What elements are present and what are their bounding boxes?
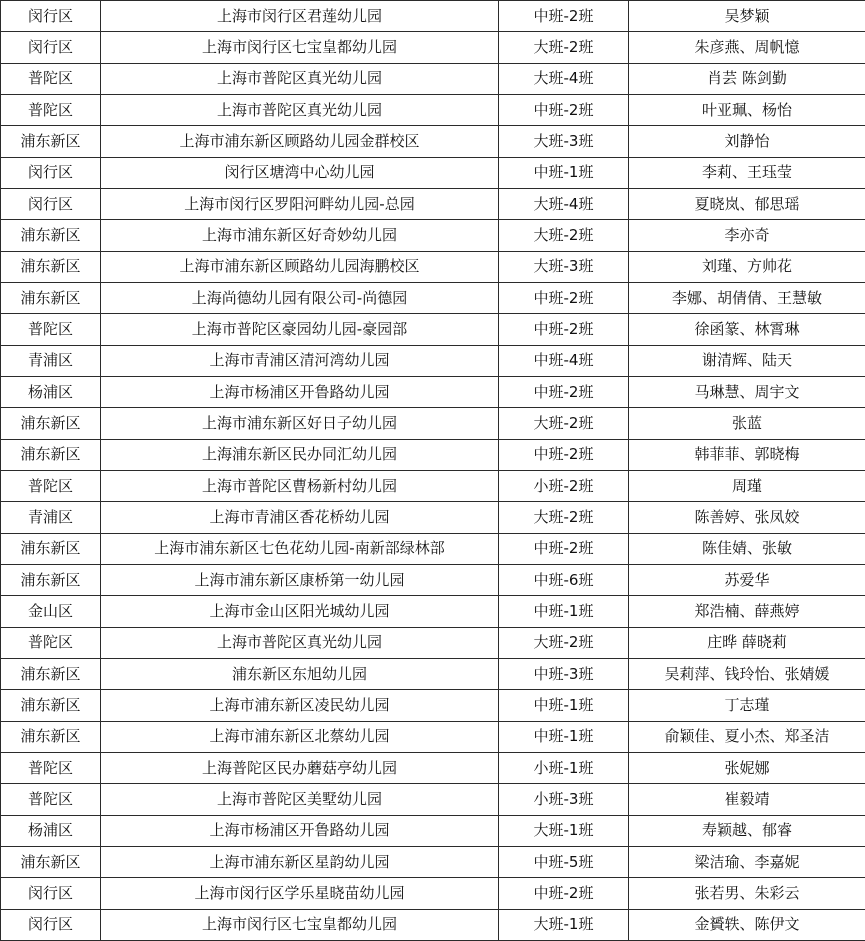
kindergarten-cell: 上海市闵行区罗阳河畔幼儿园-总园 — [101, 188, 499, 219]
teachers-cell: 俞颖佳、夏小杰、郑圣洁 — [629, 721, 865, 752]
district-cell: 普陀区 — [1, 627, 101, 658]
class-cell: 中班-2班 — [499, 439, 629, 470]
kindergarten-cell: 上海市浦东新区顾路幼儿园海鹏校区 — [101, 251, 499, 282]
teachers-cell: 徐函篆、林霄琳 — [629, 314, 865, 345]
class-cell: 中班-2班 — [499, 94, 629, 125]
district-cell: 闵行区 — [1, 157, 101, 188]
district-cell: 浦东新区 — [1, 533, 101, 564]
table-row — [1, 376, 865, 407]
class-cell: 中班-5班 — [499, 846, 629, 877]
kindergarten-cell: 浦东新区东旭幼儿园 — [101, 658, 499, 689]
class-cell: 大班-1班 — [499, 815, 629, 846]
district-cell: 杨浦区 — [1, 815, 101, 846]
kindergarten-cell: 上海市普陀区美墅幼儿园 — [101, 784, 499, 815]
teachers-cell: 谢清辉、陆天 — [629, 345, 865, 376]
class-cell: 大班-4班 — [499, 188, 629, 219]
kindergarten-cell: 上海市浦东新区星韵幼儿园 — [101, 846, 499, 877]
class-cell: 大班-3班 — [499, 251, 629, 282]
district-cell: 浦东新区 — [1, 220, 101, 251]
table-row — [1, 282, 865, 313]
table-row — [1, 345, 865, 376]
kindergarten-cell: 上海市浦东新区北蔡幼儿园 — [101, 721, 499, 752]
teachers-cell: 金贇轶、陈伊文 — [629, 909, 865, 940]
district-cell: 闵行区 — [1, 32, 101, 63]
teachers-cell: 韩菲菲、郭晓梅 — [629, 439, 865, 470]
class-cell: 中班-1班 — [499, 690, 629, 721]
district-cell: 闵行区 — [1, 878, 101, 909]
class-cell: 中班-2班 — [499, 282, 629, 313]
class-cell: 大班-1班 — [499, 909, 629, 940]
teachers-cell: 张妮娜 — [629, 752, 865, 783]
district-cell: 浦东新区 — [1, 251, 101, 282]
district-cell: 杨浦区 — [1, 376, 101, 407]
class-cell: 大班-2班 — [499, 220, 629, 251]
kindergarten-cell: 上海市闵行区君莲幼儿园 — [101, 1, 499, 32]
teachers-cell: 崔毅靖 — [629, 784, 865, 815]
teachers-cell: 梁洁瑜、李嘉妮 — [629, 846, 865, 877]
table-row — [1, 564, 865, 595]
kindergarten-cell: 上海市浦东新区七色花幼儿园-南新部绿林部 — [101, 533, 499, 564]
district-cell: 浦东新区 — [1, 282, 101, 313]
kindergarten-cell: 上海市普陀区真光幼儿园 — [101, 627, 499, 658]
class-cell: 小班-3班 — [499, 784, 629, 815]
class-cell: 中班-6班 — [499, 564, 629, 595]
table-row — [1, 32, 865, 63]
class-cell: 小班-1班 — [499, 752, 629, 783]
teachers-cell: 张若男、朱彩云 — [629, 878, 865, 909]
class-cell: 中班-1班 — [499, 157, 629, 188]
class-cell: 中班-2班 — [499, 376, 629, 407]
class-cell: 中班-1班 — [499, 596, 629, 627]
class-cell: 大班-2班 — [499, 627, 629, 658]
class-cell: 大班-2班 — [499, 502, 629, 533]
teachers-cell: 马琳慧、周宇文 — [629, 376, 865, 407]
district-cell: 普陀区 — [1, 63, 101, 94]
teachers-cell: 陈佳婧、张敏 — [629, 533, 865, 564]
district-cell: 闵行区 — [1, 1, 101, 32]
kindergarten-cell: 上海市闵行区七宝皇都幼儿园 — [101, 32, 499, 63]
kindergarten-cell: 上海市青浦区香花桥幼儿园 — [101, 502, 499, 533]
table-row — [1, 251, 865, 282]
kindergarten-cell: 上海市闵行区七宝皇都幼儿园 — [101, 909, 499, 940]
teachers-cell: 刘静怡 — [629, 126, 865, 157]
teachers-cell: 刘瑾、方帅花 — [629, 251, 865, 282]
kindergarten-cell: 上海浦东新区民办同汇幼儿园 — [101, 439, 499, 470]
kindergarten-cell: 上海尚德幼儿园有限公司-尚德园 — [101, 282, 499, 313]
district-cell: 浦东新区 — [1, 439, 101, 470]
table-row — [1, 658, 865, 689]
table-body — [1, 1, 865, 941]
kindergarten-cell: 上海市浦东新区凌民幼儿园 — [101, 690, 499, 721]
kindergarten-cell: 闵行区塘湾中心幼儿园 — [101, 157, 499, 188]
teachers-cell: 丁志瑾 — [629, 690, 865, 721]
district-cell: 浦东新区 — [1, 658, 101, 689]
kindergarten-cell: 上海市杨浦区开鲁路幼儿园 — [101, 376, 499, 407]
table-row — [1, 220, 865, 251]
table-row — [1, 627, 865, 658]
district-cell: 普陀区 — [1, 784, 101, 815]
teachers-cell: 吴莉萍、钱玲怡、张婧媛 — [629, 658, 865, 689]
table-row — [1, 784, 865, 815]
kindergarten-cell: 上海市青浦区清河湾幼儿园 — [101, 345, 499, 376]
class-cell: 中班-2班 — [499, 878, 629, 909]
district-cell: 浦东新区 — [1, 408, 101, 439]
kindergarten-cell: 上海普陀区民办蘑菇亭幼儿园 — [101, 752, 499, 783]
kindergarten-cell: 上海市浦东新区好奇妙幼儿园 — [101, 220, 499, 251]
table-row — [1, 752, 865, 783]
class-cell: 中班-2班 — [499, 1, 629, 32]
teachers-cell: 夏晓岚、郁思瑶 — [629, 188, 865, 219]
class-cell: 中班-4班 — [499, 345, 629, 376]
class-cell: 大班-3班 — [499, 126, 629, 157]
table-row — [1, 878, 865, 909]
teachers-cell: 李莉、王珏莹 — [629, 157, 865, 188]
kindergarten-cell: 上海市普陀区曹杨新村幼儿园 — [101, 470, 499, 501]
class-cell: 大班-2班 — [499, 32, 629, 63]
table-row — [1, 408, 865, 439]
table-row — [1, 846, 865, 877]
kindergarten-cell: 上海市普陀区真光幼儿园 — [101, 94, 499, 125]
district-cell: 金山区 — [1, 596, 101, 627]
teachers-cell: 吴梦颖 — [629, 1, 865, 32]
class-cell: 中班-1班 — [499, 721, 629, 752]
table-row — [1, 1, 865, 32]
district-cell: 普陀区 — [1, 94, 101, 125]
table-row — [1, 690, 865, 721]
table-row — [1, 533, 865, 564]
kindergarten-cell: 上海市浦东新区康桥第一幼儿园 — [101, 564, 499, 595]
class-cell: 小班-2班 — [499, 470, 629, 501]
class-cell: 大班-4班 — [499, 63, 629, 94]
district-cell: 浦东新区 — [1, 126, 101, 157]
table-row — [1, 188, 865, 219]
teachers-cell: 朱彦燕、周帆憶 — [629, 32, 865, 63]
teachers-cell: 周瑾 — [629, 470, 865, 501]
class-cell: 大班-2班 — [499, 408, 629, 439]
district-cell: 浦东新区 — [1, 721, 101, 752]
teachers-cell: 苏爱华 — [629, 564, 865, 595]
teachers-cell: 叶亚珮、杨怡 — [629, 94, 865, 125]
class-cell: 中班-2班 — [499, 533, 629, 564]
teachers-cell: 陈善婷、张凤姣 — [629, 502, 865, 533]
table-row — [1, 94, 865, 125]
table-row — [1, 470, 865, 501]
district-cell: 闵行区 — [1, 909, 101, 940]
kindergarten-cell: 上海市浦东新区顾路幼儿园金群校区 — [101, 126, 499, 157]
teachers-cell: 庄晔 薛晓莉 — [629, 627, 865, 658]
district-cell: 青浦区 — [1, 502, 101, 533]
table-row — [1, 63, 865, 94]
district-cell: 青浦区 — [1, 345, 101, 376]
table-row — [1, 439, 865, 470]
table-row — [1, 596, 865, 627]
kindergarten-cell: 上海市闵行区学乐星晓苗幼儿园 — [101, 878, 499, 909]
class-cell: 中班-3班 — [499, 658, 629, 689]
table-row — [1, 815, 865, 846]
teachers-cell: 张蓝 — [629, 408, 865, 439]
table-row — [1, 721, 865, 752]
district-cell: 普陀区 — [1, 470, 101, 501]
class-cell: 中班-2班 — [499, 314, 629, 345]
district-cell: 闵行区 — [1, 188, 101, 219]
table-row — [1, 126, 865, 157]
teachers-cell: 郑浩楠、薛燕婷 — [629, 596, 865, 627]
district-cell: 普陀区 — [1, 752, 101, 783]
table-row — [1, 502, 865, 533]
district-cell: 浦东新区 — [1, 564, 101, 595]
kindergarten-cell: 上海市金山区阳光城幼儿园 — [101, 596, 499, 627]
district-cell: 普陀区 — [1, 314, 101, 345]
kindergarten-cell: 上海市普陀区豪园幼儿园-豪园部 — [101, 314, 499, 345]
kindergarten-cell: 上海市普陀区真光幼儿园 — [101, 63, 499, 94]
district-cell: 浦东新区 — [1, 846, 101, 877]
kindergarten-cell: 上海市浦东新区好日子幼儿园 — [101, 408, 499, 439]
teachers-cell: 寿颖越、郁睿 — [629, 815, 865, 846]
kindergarten-cell: 上海市杨浦区开鲁路幼儿园 — [101, 815, 499, 846]
teachers-cell: 李亦奇 — [629, 220, 865, 251]
teachers-cell: 肖芸 陈剑勤 — [629, 63, 865, 94]
table-row — [1, 157, 865, 188]
teachers-cell: 李娜、胡倩倩、王慧敏 — [629, 282, 865, 313]
district-cell: 浦东新区 — [1, 690, 101, 721]
table-row — [1, 909, 865, 940]
table-row — [1, 314, 865, 345]
